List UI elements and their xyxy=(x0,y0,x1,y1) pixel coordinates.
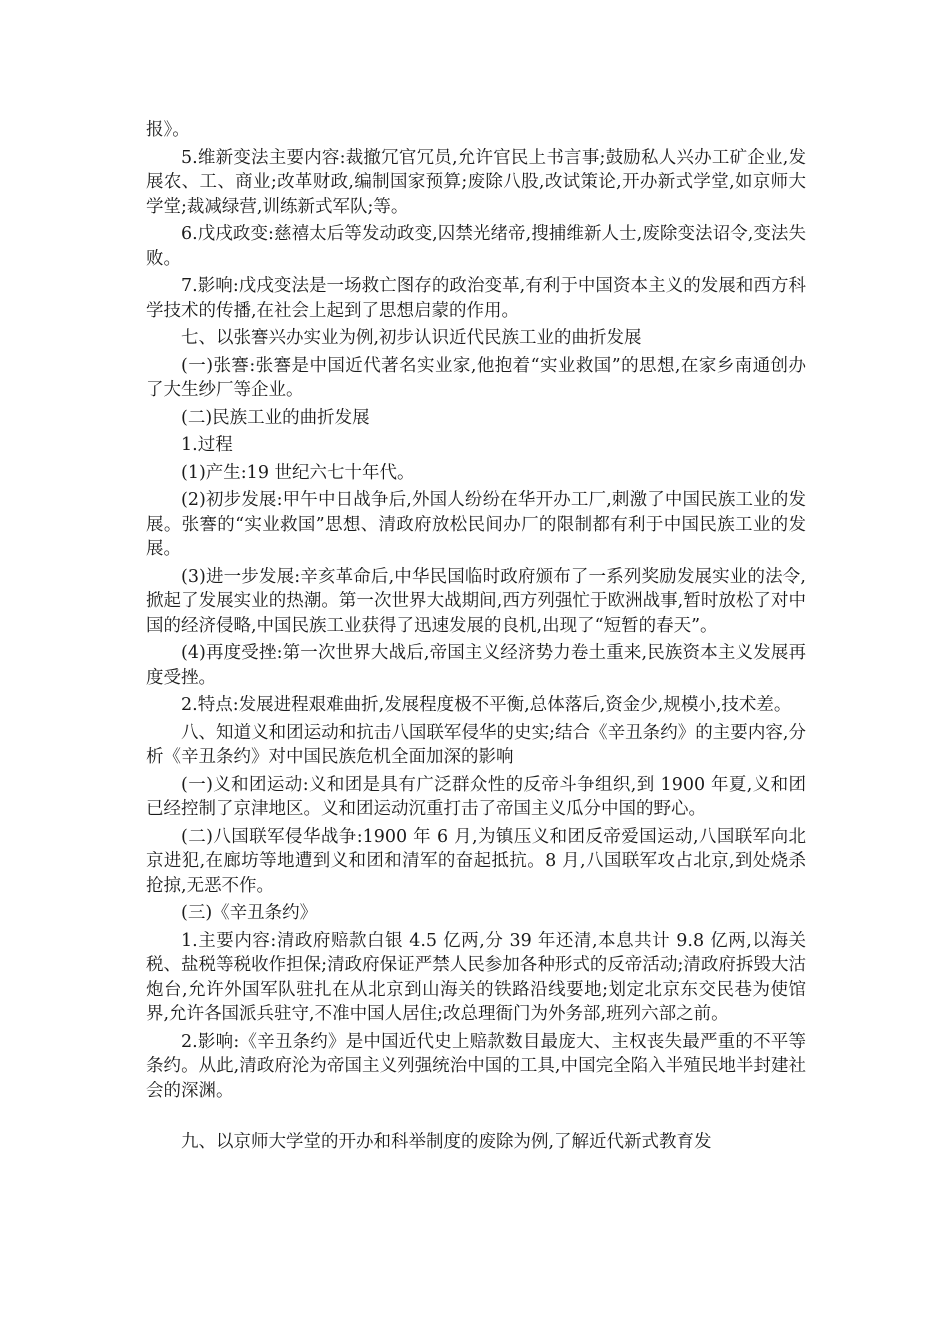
paragraph: 1.过程 xyxy=(181,435,233,455)
paragraph: 5.维新变法主要内容:裁撤冗官冗员,允许官民上书言事;鼓励私人兴办工矿企业,发展农、工、商业;改革财政,编制国家预算;废除八股,改试策论,开办新式学堂,如京师大学堂;裁减绿营,训练新式军队;等。 xyxy=(146,147,806,217)
paragraph: 八、知道义和团运动和抗击八国联军侵华的史实;结合《辛丑条约》的主要内容,分析《辛丑条约》对中国民族危机全面加深的影响 xyxy=(146,722,806,767)
paragraph: (二)民族工业的曲折发展 xyxy=(181,407,370,428)
paragraph: (3)进一步发展:辛亥革命后,中华民国临时政府颁布了一系列奖励发展实业的法令,掀起了发展实业的热潮。第一次世界大战期间,西方列强忙于欧洲战事,暂时放松了对中国的经济侵略,中国民族工业获得了迅速发展的良机,出现了“短暂的春天”。 xyxy=(146,566,806,636)
document-body xyxy=(146,118,806,1158)
paragraph: 6.戊戌政变:慈禧太后等发动政变,囚禁光绪帝,搜捕维新人士,废除变法诏令,变法失败。 xyxy=(146,224,806,269)
paragraph: 7.影响:戊戌变法是一场救亡图存的政治变革,有利于中国资本主义的发展和西方科学技术的传播,在社会上起到了思想启蒙的作用。 xyxy=(146,276,806,321)
paragraph: (1)产生:19 世纪六七十年代。 xyxy=(181,462,415,483)
section-nine-heading: 九、以京师大学堂的开办和科举制度的废除为例,了解近代新式教育发 xyxy=(181,1132,712,1152)
paragraph: (2)初步发展:甲午中日战争后,外国人纷纷在华开办工厂,刺激了中国民族工业的发展。张謇的“实业救国”思想、清政府放松民间办厂的限制都有利于中国民族工业的发展。 xyxy=(146,490,806,559)
paragraph: (三)《辛丑条约》 xyxy=(181,903,318,923)
paragraph: (一)张謇:张謇是中国近代著名实业家,他抱着“实业救国”的思想,在家乡南通创办了大生纱厂等企业。 xyxy=(146,355,806,400)
paragraph: 1.主要内容:清政府赔款白银 4.5 亿两,分 39 年还清,本息共计 9.8 亿两,以海关税、盐税等税收作担保;清政府保证严禁人民参加各种形式的反帝活动;清政府拆毁大沽炮台,允许外国军队驻扎在从北京到山海关的铁路沿线要地;划定北京东交民巷为使馆界,允许各国派兵驻守,不准中国人居住;改总理衙门为外务部,班列六部之前。 xyxy=(146,930,806,1024)
paragraph: 七、以张謇兴办实业为例,初步认识近代民族工业的曲折发展 xyxy=(181,328,642,348)
paragraph: 报》。 xyxy=(146,120,190,140)
paragraph: 2.特点:发展进程艰难曲折,发展程度极不平衡,总体落后,资金少,规模小,技术差。 xyxy=(181,695,792,715)
paragraph: (一)义和团运动:义和团是具有广泛群众性的反帝斗争组织,到 1900 年夏,义和团已经控制了京津地区。义和团运动沉重打击了帝国主义瓜分中国的野心。 xyxy=(146,774,806,819)
paragraph: (二)八国联军侵华战争:1900 年 6 月,为镇压义和团反帝爱国运动,八国联军向北京进犯,在廊坊等地遭到义和团和清军的奋起抵抗。8 月,八国联军攻占北京,到处烧杀抢掠,无恶不作。 xyxy=(146,826,806,896)
blank-line xyxy=(146,1106,806,1130)
paragraph: 2.影响:《辛丑条约》是中国近代史上赔款数目最庞大、主权丧失最严重的不平等条约。从此,清政府沦为帝国主义列强统治中国的工具,中国完全陷入半殖民地半封建社会的深渊。 xyxy=(146,1031,806,1101)
paragraph-list xyxy=(146,118,806,1103)
paragraph: (4)再度受挫:第一次世界大战后,帝国主义经济势力卷土重来,民族资本主义发展再度受挫。 xyxy=(146,643,806,688)
